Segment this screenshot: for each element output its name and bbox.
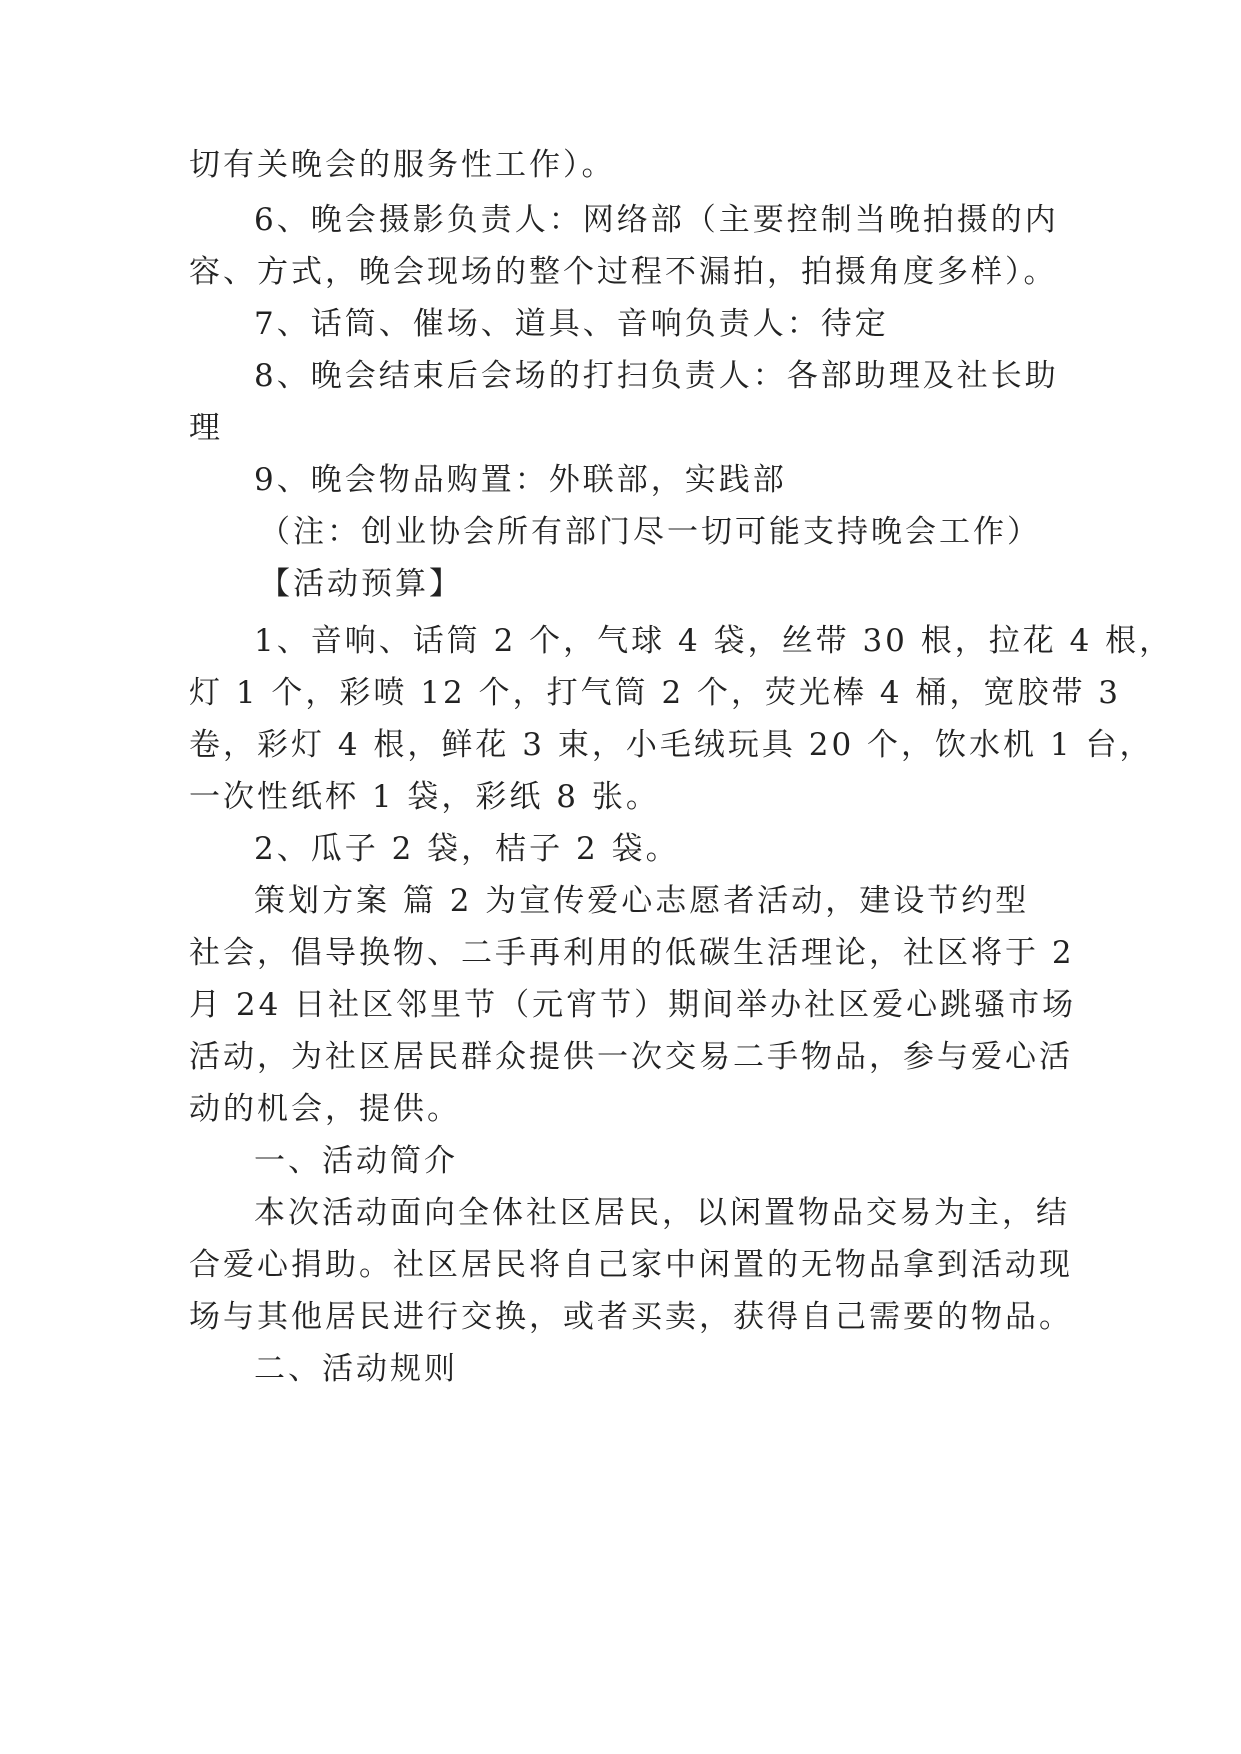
note-line: （注：创业协会所有部门尽一切可能支持晚会工作） bbox=[259, 514, 1041, 550]
text-line: 理 bbox=[189, 410, 223, 446]
text-line: 切有关晚会的服务性工作）。 bbox=[189, 147, 616, 183]
text-line: 9、晚会物品购置：外联部，实践部 bbox=[254, 462, 787, 498]
text-line: 社会，倡导换物、二手再利用的低碳生活理论，社区将于 2 bbox=[189, 935, 1075, 971]
text-line: 6、晚会摄影负责人：网络部（主要控制当晚拍摄的内 bbox=[254, 202, 1059, 238]
text-line: 场与其他居民进行交换，或者买卖，获得自己需要的物品。 bbox=[189, 1299, 1073, 1335]
text-line: 动的机会，提供。 bbox=[189, 1091, 461, 1127]
section-heading: 【活动预算】 bbox=[259, 566, 463, 602]
section-heading: 一、活动简介 bbox=[254, 1143, 458, 1179]
text-line: 1、音响、话筒 2 个，气球 4 袋，丝带 30 根，拉花 4 根， bbox=[254, 623, 1174, 659]
text-line: 月 24 日社区邻里节（元宵节）期间举办社区爱心跳骚市场 bbox=[189, 987, 1077, 1023]
text-line: 本次活动面向全体社区居民，以闲置物品交易为主，结 bbox=[254, 1195, 1070, 1231]
text-line: 活动，为社区居民群众提供一次交易二手物品，参与爱心活 bbox=[189, 1039, 1073, 1075]
text-line: 合爱心捐助。社区居民将自己家中闲置的无物品拿到活动现 bbox=[189, 1247, 1073, 1283]
text-line: 灯 1 个，彩喷 12 个，打气筒 2 个，荧光棒 4 桶，宽胶带 3 bbox=[189, 675, 1122, 711]
text-line: 卷，彩灯 4 根，鲜花 3 束，小毛绒玩具 20 个，饮水机 1 台， bbox=[189, 727, 1154, 763]
text-line: 8、晚会结束后会场的打扫负责人：各部助理及社长助 bbox=[254, 358, 1059, 394]
section-heading: 二、活动规则 bbox=[254, 1351, 458, 1387]
text-line: 策划方案 篇 2 为宣传爱心志愿者活动，建设节约型 bbox=[254, 883, 1030, 919]
text-line: 容、方式，晚会现场的整个过程不漏拍，拍摄角度多样）。 bbox=[189, 254, 1058, 290]
text-line: 7、话筒、催场、道具、音响负责人：待定 bbox=[254, 306, 889, 342]
text-line: 2、瓜子 2 袋，桔子 2 袋。 bbox=[254, 831, 680, 867]
text-line: 一次性纸杯 1 袋，彩纸 8 张。 bbox=[189, 779, 660, 815]
